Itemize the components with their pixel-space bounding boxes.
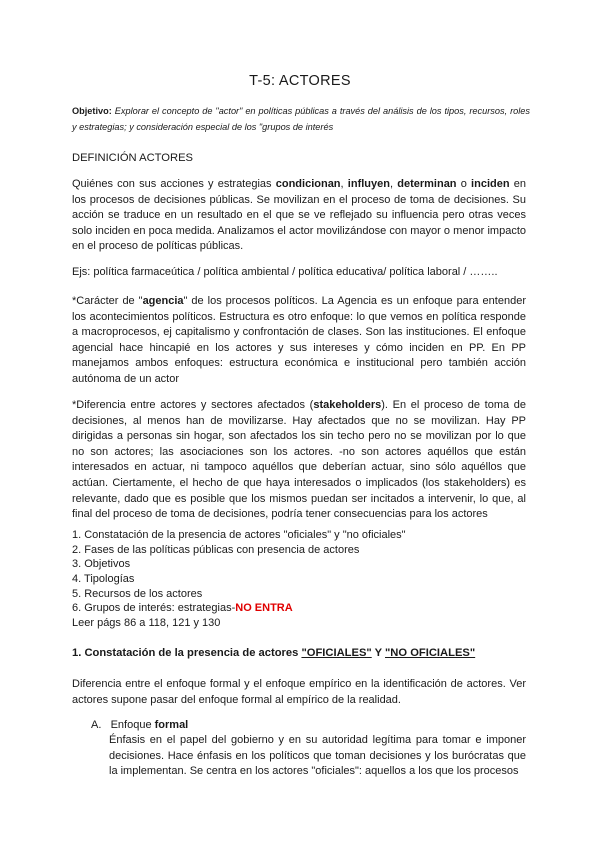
bold-term: inciden [471, 178, 510, 190]
paragraph-stakeholders [72, 398, 526, 523]
enfoque-formal-heading [91, 718, 188, 734]
underlined-term: "NO OFICIALES" [385, 647, 476, 659]
bold-term: formal [154, 719, 189, 731]
paragraph-agencia [72, 294, 526, 388]
objective-label: Objetivo: [72, 106, 112, 116]
bold-term: condicionan [275, 178, 341, 190]
text-run: o [456, 178, 472, 190]
list-item [72, 601, 526, 616]
list-item: 1. Constatación de la presencia de actores "oficiales" y "no oficiales" [72, 529, 406, 541]
list-item-text: 6. Grupos de interés: estrategias- [72, 602, 236, 615]
underlined-term: "OFICIALES" [301, 647, 372, 659]
text-run: , [389, 178, 398, 190]
enfoque-formal-body: Énfasis en el papel del gobierno y en su autoridad legítima para tomar e imponer decisiones. Hace énfasis en los políticos que toman decisiones y los burócratas que la implementan. Se centra en los actores "oficiales": aquellos a los que los procesos [109, 734, 526, 778]
section-heading-1 [72, 646, 526, 662]
bold-term: agencia [142, 295, 184, 307]
bold-term: influyen [347, 178, 390, 190]
text-run: Enfoque [110, 719, 155, 731]
list-item: 2. Fases de las políticas públicas con presencia de actores [72, 543, 360, 556]
text-run: " de los procesos políticos. La Agencia es un enfoque para entender los acontecimientos políticos. Estructura es otro enfoque: lo que vemos en política responde a macroprocesos, ej capitalismo y confrontación de clases. Son las instituciones. El enfoque agencial hace hincapié en los actores y sus intereses y cómo inciden en PP. En PP manejamos ambos enfoques: estructura económica e institucional pero también acción autónoma de un actor [72, 295, 526, 385]
text-run: Y [371, 647, 385, 659]
item-marker: A. [91, 719, 102, 731]
document-title: T-5: ACTORES [249, 73, 351, 89]
list-item: 3. Objetivos [72, 558, 131, 571]
text-run: , [340, 178, 348, 190]
paragraph-enfoques: Diferencia entre el enfoque formal y el enfoque empírico en la identificación de actores. Ver actores supone pasar del enfoque formal al empírico de la realidad. [72, 678, 526, 706]
reading-note: Leer págs 86 a 118, 121 y 130 [72, 617, 221, 630]
objective-paragraph [72, 103, 530, 135]
text-run: ). En el proceso de toma de decisiones, al menos han de movilizarse. Hay afectados que no se movilizan. Hay PP dirigidas a personas sin hogar, son afectados los sin techo pero no se movilizan por lo que no son actores; las asociaciones son los actores. -no son actores aquéllos que están interesados en actuar, ni tampoco aquéllos que deberían actuar, sino sólo aquéllos que actúan. Ciertamente, el hecho de que haya interesados o implicados (los stakeholders) es relevante, dado que es posible que los mismos puedan ser incitados a intervenir, lo que, al final del proceso de toma de decisiones, podría tener consecuencias para los actores [72, 399, 526, 521]
paragraph-ejemplos: Ejs: política farmaceútica / política ambiental / política educativa/ política laboral / …….. [72, 266, 498, 278]
text-run: 1. Constatación de la presencia de actores [72, 647, 302, 659]
bold-term: determinan [397, 178, 457, 190]
text-run: en los procesos de decisiones públicas. Se movilizan en el proceso de toma de decisiones. Su acción se traduce en un resultado en el que se ve reflejado su influencia pero otras veces solo inciden en poca medida. Analizamos el actor movilizándose con mayor o menor impacto en el proceso de políticas públicas. [72, 178, 526, 253]
objective-text: Explorar el concepto de "actor" en políticas públicas a través del análisis de los tipos, recursos, roles y estrategias; y consideración especial de los "grupos de interés [72, 106, 530, 132]
text-run: *Diferencia entre actores y sectores afectados ( [72, 399, 314, 411]
text-run: *Carácter de " [72, 295, 143, 307]
section-heading-definicion: DEFINICIÓN ACTORES [72, 152, 194, 164]
paragraph-definicion [72, 177, 526, 255]
no-entra-badge: NO ENTRA [235, 602, 293, 615]
bold-term: stakeholders [313, 399, 382, 411]
list-item: 4. Tipologías [72, 573, 135, 586]
list-item: 5. Recursos de los actores [72, 587, 203, 600]
topics-list [72, 528, 526, 631]
text-run: Quiénes con sus acciones y estrategias [72, 178, 276, 190]
